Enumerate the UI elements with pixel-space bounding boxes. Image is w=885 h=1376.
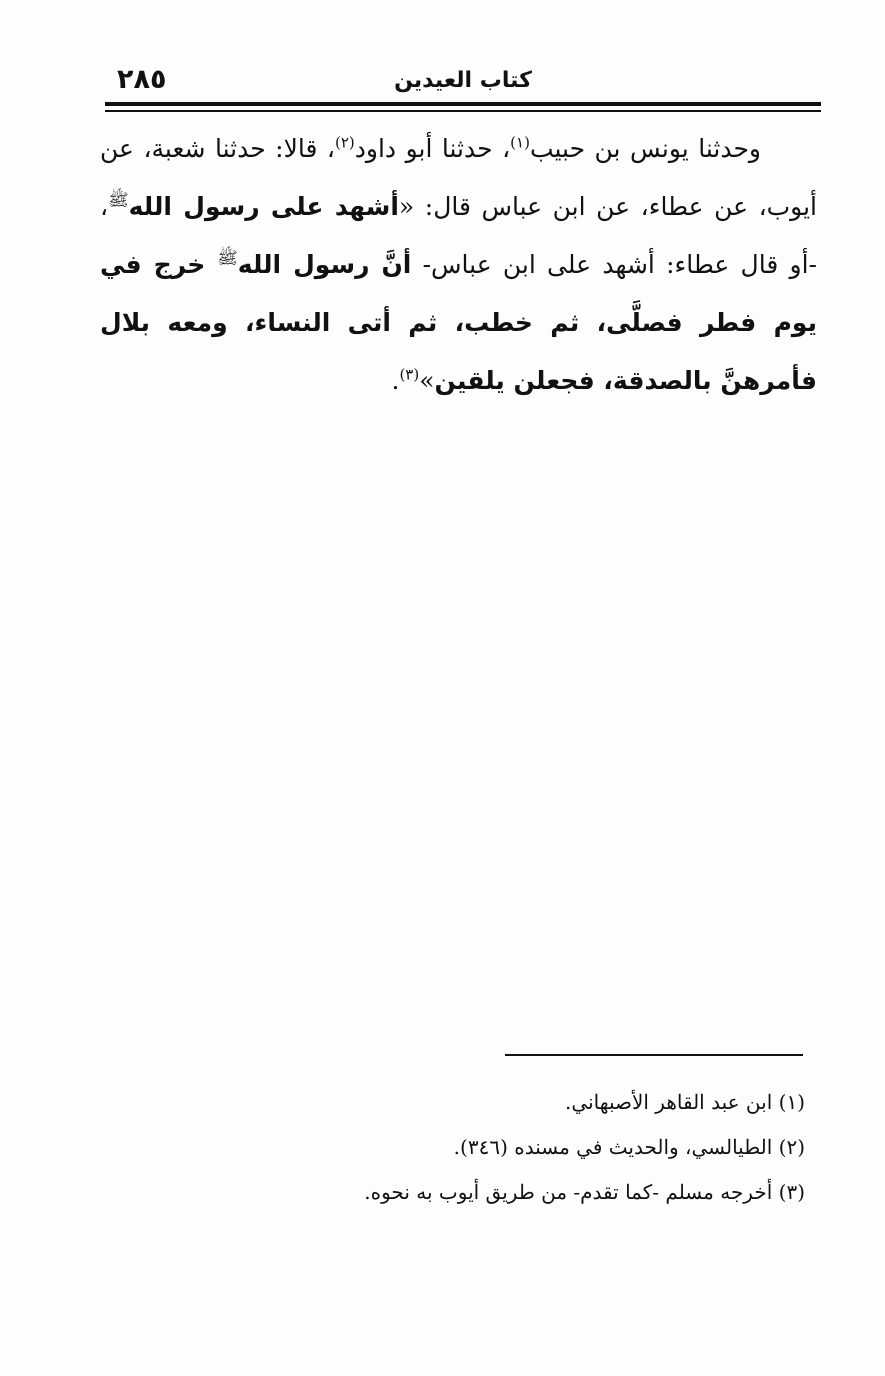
footnote-2: (٢) الطيالسي، والحديث في مسنده (٣٤٦). xyxy=(453,1135,805,1159)
text-run: » xyxy=(419,366,435,395)
footnote-ref-1[interactable]: (١) xyxy=(510,133,530,152)
text-run: . xyxy=(391,366,400,395)
footnote-separator xyxy=(505,1054,803,1056)
salawat-glyph: ﷺ xyxy=(108,190,129,211)
hadith-text-bold: أشهد على رسول الله xyxy=(128,192,399,221)
text-run: ، قالا: حدثنا شعبة، عن أيوب، عن عطاء، عن ابن عباس قال: « xyxy=(100,134,818,221)
footnote-ref-2[interactable]: (٢) xyxy=(335,133,355,152)
header-rule-thick xyxy=(105,102,821,106)
running-title: كتاب العيدين xyxy=(394,68,532,93)
header-rule-thin xyxy=(105,110,821,112)
footnote-1: (١) ابن عبد القاهر الأصبهاني. xyxy=(565,1090,805,1114)
footnote-3: (٣) أخرجه مسلم -كما تقدم- من طريق أيوب به نحوه. xyxy=(364,1180,805,1204)
salawat-glyph: ﷺ xyxy=(217,248,238,269)
page-number: ٢٨٥ xyxy=(117,64,167,95)
footnote-ref-3[interactable]: (٣) xyxy=(399,365,420,384)
main-paragraph xyxy=(100,120,817,410)
text-run: ، حدثنا أبو داود xyxy=(354,134,511,163)
page-header xyxy=(105,62,821,102)
text-run: وحدثنا يونس بن حبيب xyxy=(529,134,761,163)
hadith-text-bold: خرج في يوم فطر فصلَّى، ثم خطب، ثم أتى النساء، ومعه بلال فأمرهنَّ بالصدقة، فجعلن يلقين xyxy=(100,250,817,395)
hadith-text-bold: أنَّ رسول الله xyxy=(237,250,412,279)
footnotes xyxy=(300,1080,805,1215)
text-run: ، -أو قال عطاء: أشهد على ابن عباس- xyxy=(100,192,817,279)
